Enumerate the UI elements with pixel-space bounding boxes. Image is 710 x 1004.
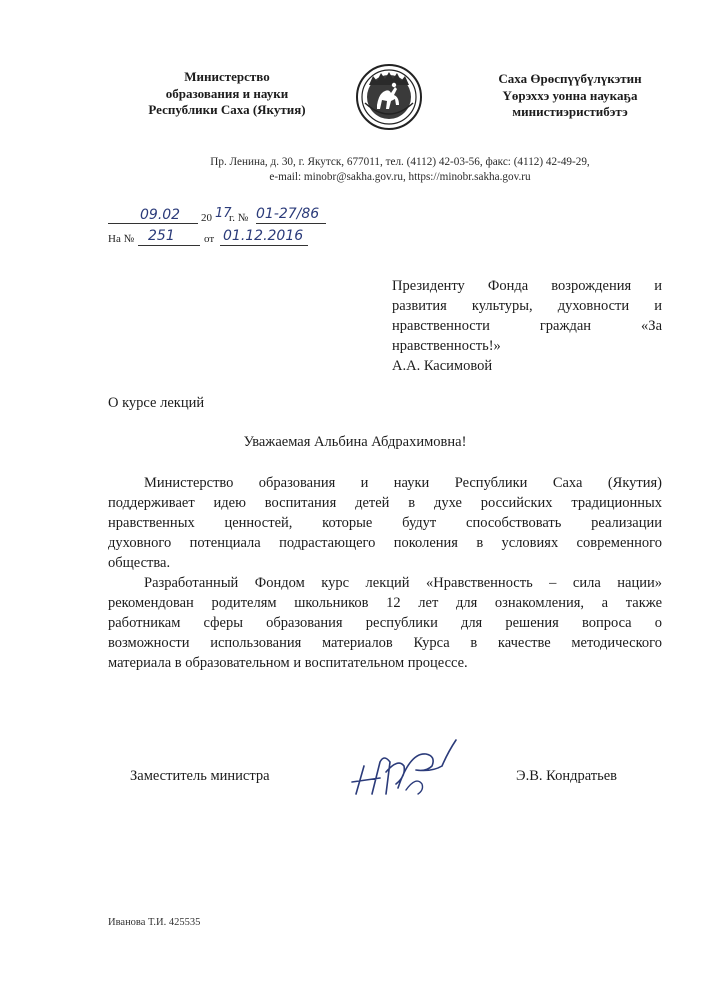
body-line: рекомендован родителям школьников 12 лет для ознакомления, а также (108, 595, 662, 611)
addressee-block (392, 276, 662, 376)
body-line: нравственных ценностей, которые будут способствовать реализации (108, 515, 662, 531)
ministry-line: Саха Өрөспүүбүлүкэтин (498, 71, 642, 86)
emblem-icon (355, 63, 423, 131)
contact-address (150, 155, 650, 185)
body-line: материала в образовательном и воспитательном процессе. (108, 655, 468, 671)
outgoing-number: 01-27/86 (256, 206, 320, 222)
addressee-name: А.А. Касимовой (392, 358, 493, 374)
ref-date-underline (220, 245, 308, 246)
ministry-line: министиэристибэтэ (512, 104, 628, 119)
letter-subject: О курсе лекций (108, 395, 205, 411)
body-line: Разработанный Фондом курс лекций «Нравственность – сила нации» (144, 575, 662, 591)
body-line: поддерживает идею воспитания детей в духе российских традиционных (108, 495, 662, 511)
body-line: Министерство образования и науки Республики Саха (Якутия) (144, 475, 662, 491)
body-line: возможности использования материалов Курса в качестве методического (108, 635, 662, 651)
signatory-title: Заместитель министра (130, 768, 270, 784)
outgoing-date: 09.02 (140, 207, 181, 223)
body-line: общества. (108, 555, 171, 571)
letter-body (108, 473, 662, 673)
email-website-line: e-mail: minobr@sakha.gov.ru, https://minobr.sakha.gov.ru (269, 171, 531, 183)
number-label: г. № (229, 212, 249, 224)
ministry-line: Министерство (184, 69, 270, 84)
addressee-line: нравственность!» (392, 338, 501, 354)
reference-label: На № (108, 233, 135, 245)
date-underline (108, 223, 198, 224)
body-line: работникам сферы образования республики для решения вопроса о (108, 615, 662, 631)
handwritten-signature (346, 732, 464, 802)
greeting: Уважаемая Альбина Абдрахимовна! (243, 434, 467, 450)
registration-block (108, 206, 348, 251)
number-underline (256, 223, 326, 224)
ministry-line: образования и науки (165, 85, 289, 101)
ministry-line: Республики Саха (Якутия) (148, 102, 306, 117)
address-line: Пр. Ленина, д. 30, г. Якутск, 677011, тел. (4112) 42-03-56, факс: (4112) 42-49-29, (210, 156, 590, 168)
reference-number: 251 (148, 228, 175, 244)
year-suffix: 17 (215, 206, 232, 221)
signatory-name: Э.В. Кондратьев (516, 768, 617, 784)
reference-date: 01.12.2016 (223, 228, 304, 244)
executor-contact: Иванова Т.И. 425535 (108, 917, 201, 928)
ministry-line: Үөрэххэ уонна наукаҕа (502, 87, 638, 103)
addressee-line: Президенту Фонда возрождения и (392, 278, 662, 294)
ref-number-underline (138, 245, 200, 246)
ministry-name-yakut (470, 71, 670, 121)
addressee-line: нравственности граждан «За (392, 318, 662, 334)
year-prefix: 20 (201, 212, 212, 224)
ministry-name-russian (118, 69, 336, 119)
addressee-line: развития культуры, духовности и (392, 298, 662, 314)
body-line: духовного потенциала подрастающего поколения в условиях современного (108, 535, 662, 551)
from-label: от (204, 233, 215, 245)
